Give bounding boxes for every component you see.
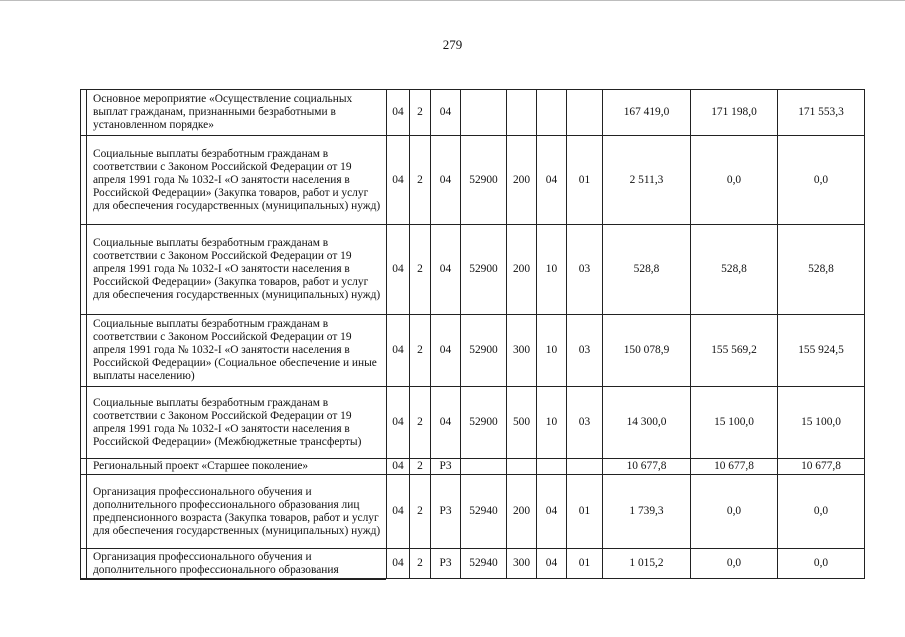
table-row [81, 475, 865, 549]
budget-table-body [81, 90, 865, 579]
subprogram-code-cell: 2 [410, 315, 431, 387]
row-name-cell: Основное мероприятие «Осуществление социальных выплат гражданам, признанными безработными в установленном порядке» [87, 90, 387, 136]
event-code-cell: 04 [431, 90, 461, 136]
amount-year-2-cell: 15 100,0 [691, 387, 778, 459]
subprogram-code-cell: 2 [410, 90, 431, 136]
event-code-cell: P3 [431, 459, 461, 475]
amount-year-2-cell: 528,8 [691, 225, 778, 315]
subsection-cell [567, 90, 603, 136]
subsection-cell: 03 [567, 225, 603, 315]
amount-year-2-cell: 0,0 [691, 475, 778, 549]
section-code-cell: 04 [387, 90, 410, 136]
amount-year-3-cell: 15 100,0 [778, 387, 865, 459]
amount-year-1-cell: 1 739,3 [603, 475, 691, 549]
amount-year-1-cell: 14 300,0 [603, 387, 691, 459]
amount-year-1-cell: 2 511,3 [603, 136, 691, 225]
amount-year-3-cell: 528,8 [778, 225, 865, 315]
amount-year-3-cell: 0,0 [778, 136, 865, 225]
expense-type-cell: 300 [507, 315, 537, 387]
subsection-cell: 03 [567, 387, 603, 459]
row-name-cell: Организация профессионального обучения и дополнительного профессионального образования лиц предпенсионного возраста (Закупка товаров, работ и услуг для обеспечения государственных (муниципальных) нужд) [87, 475, 387, 549]
section-code-cell: 04 [387, 549, 410, 579]
subprogram-code-cell: 2 [410, 549, 431, 579]
amount-year-1-cell: 150 078,9 [603, 315, 691, 387]
amount-year-1-cell: 167 419,0 [603, 90, 691, 136]
amount-year-2-cell: 155 569,2 [691, 315, 778, 387]
section-code-cell: 04 [387, 475, 410, 549]
section-cell: 04 [537, 549, 567, 579]
amount-year-1-cell: 10 677,8 [603, 459, 691, 475]
section-cell: 10 [537, 315, 567, 387]
section-code-cell: 04 [387, 315, 410, 387]
expense-type-cell: 300 [507, 549, 537, 579]
amount-year-2-cell: 0,0 [691, 549, 778, 579]
section-code-cell: 04 [387, 387, 410, 459]
page-number: 279 [442, 37, 463, 52]
event-code-cell: P3 [431, 475, 461, 549]
table-row [81, 90, 865, 136]
subprogram-code-cell: 2 [410, 225, 431, 315]
amount-year-1-cell: 528,8 [603, 225, 691, 315]
amount-year-3-cell: 0,0 [778, 549, 865, 579]
event-code-cell: 04 [431, 136, 461, 225]
table-row [81, 315, 865, 387]
budget-table [80, 89, 865, 579]
amount-year-3-cell: 10 677,8 [778, 459, 865, 475]
section-code-cell: 04 [387, 225, 410, 315]
amount-year-3-cell: 0,0 [778, 475, 865, 549]
subprogram-code-cell: 2 [410, 459, 431, 475]
amount-year-3-cell: 155 924,5 [778, 315, 865, 387]
direction-code-cell: 52940 [461, 549, 507, 579]
section-code-cell: 04 [387, 459, 410, 475]
row-name-cell: Региональный проект «Старшее поколение» [87, 459, 387, 475]
subsection-cell: 03 [567, 315, 603, 387]
row-name-cell: Социальные выплаты безработным гражданам в соответствии с Законом Российской Федерации от 19 апреля 1991 года № 1032-I «О занятости населения в Российской Федерации» (Межбюджетные трансферты) [87, 387, 387, 459]
row-name-cell: Социальные выплаты безработным гражданам в соответствии с Законом Российской Федерации от 19 апреля 1991 года № 1032-I «О занятости населения в Российской Федерации» (Закупка товаров, работ и услуг для обеспечения государственных (муниципальных) нужд) [87, 136, 387, 225]
expense-type-cell [507, 90, 537, 136]
row-name-cell: Социальные выплаты безработным гражданам в соответствии с Законом Российской Федерации от 19 апреля 1991 года № 1032-I «О занятости населения в Российской Федерации» (Закупка товаров, работ и услуг для обеспечения государственных (муниципальных) нужд) [87, 225, 387, 315]
subsection-cell: 01 [567, 549, 603, 579]
amount-year-1-cell: 1 015,2 [603, 549, 691, 579]
table-row [81, 225, 865, 315]
expense-type-cell: 500 [507, 387, 537, 459]
table-row [81, 387, 865, 459]
expense-type-cell [507, 459, 537, 475]
direction-code-cell: 52900 [461, 225, 507, 315]
subprogram-code-cell: 2 [410, 387, 431, 459]
expense-type-cell: 200 [507, 136, 537, 225]
event-code-cell: P3 [431, 549, 461, 579]
subsection-cell: 01 [567, 475, 603, 549]
section-cell [537, 90, 567, 136]
table-row [81, 549, 865, 579]
direction-code-cell: 52940 [461, 475, 507, 549]
subsection-cell: 01 [567, 136, 603, 225]
expense-type-cell: 200 [507, 475, 537, 549]
table-row [81, 136, 865, 225]
table-row [81, 459, 865, 475]
direction-code-cell: 52900 [461, 136, 507, 225]
section-cell: 04 [537, 475, 567, 549]
section-cell: 10 [537, 387, 567, 459]
row-name-cell: Организация профессионального обучения и дополнительного профессионального образования [87, 549, 387, 579]
page-cut-line [80, 579, 386, 580]
section-cell: 04 [537, 136, 567, 225]
direction-code-cell: 52900 [461, 387, 507, 459]
section-code-cell: 04 [387, 136, 410, 225]
subprogram-code-cell: 2 [410, 475, 431, 549]
event-code-cell: 04 [431, 225, 461, 315]
amount-year-2-cell: 171 198,0 [691, 90, 778, 136]
amount-year-2-cell: 10 677,8 [691, 459, 778, 475]
row-name-cell: Социальные выплаты безработным гражданам в соответствии с Законом Российской Федерации от 19 апреля 1991 года № 1032-I «О занятости населения в Российской Федерации» (Социальное обеспечение и иные выплаты населению) [87, 315, 387, 387]
subprogram-code-cell: 2 [410, 136, 431, 225]
expense-type-cell: 200 [507, 225, 537, 315]
direction-code-cell [461, 459, 507, 475]
amount-year-2-cell: 0,0 [691, 136, 778, 225]
event-code-cell: 04 [431, 315, 461, 387]
page-top-edge [0, 0, 905, 1]
event-code-cell: 04 [431, 387, 461, 459]
section-cell: 10 [537, 225, 567, 315]
subsection-cell [567, 459, 603, 475]
direction-code-cell [461, 90, 507, 136]
amount-year-3-cell: 171 553,3 [778, 90, 865, 136]
direction-code-cell: 52900 [461, 315, 507, 387]
section-cell [537, 459, 567, 475]
